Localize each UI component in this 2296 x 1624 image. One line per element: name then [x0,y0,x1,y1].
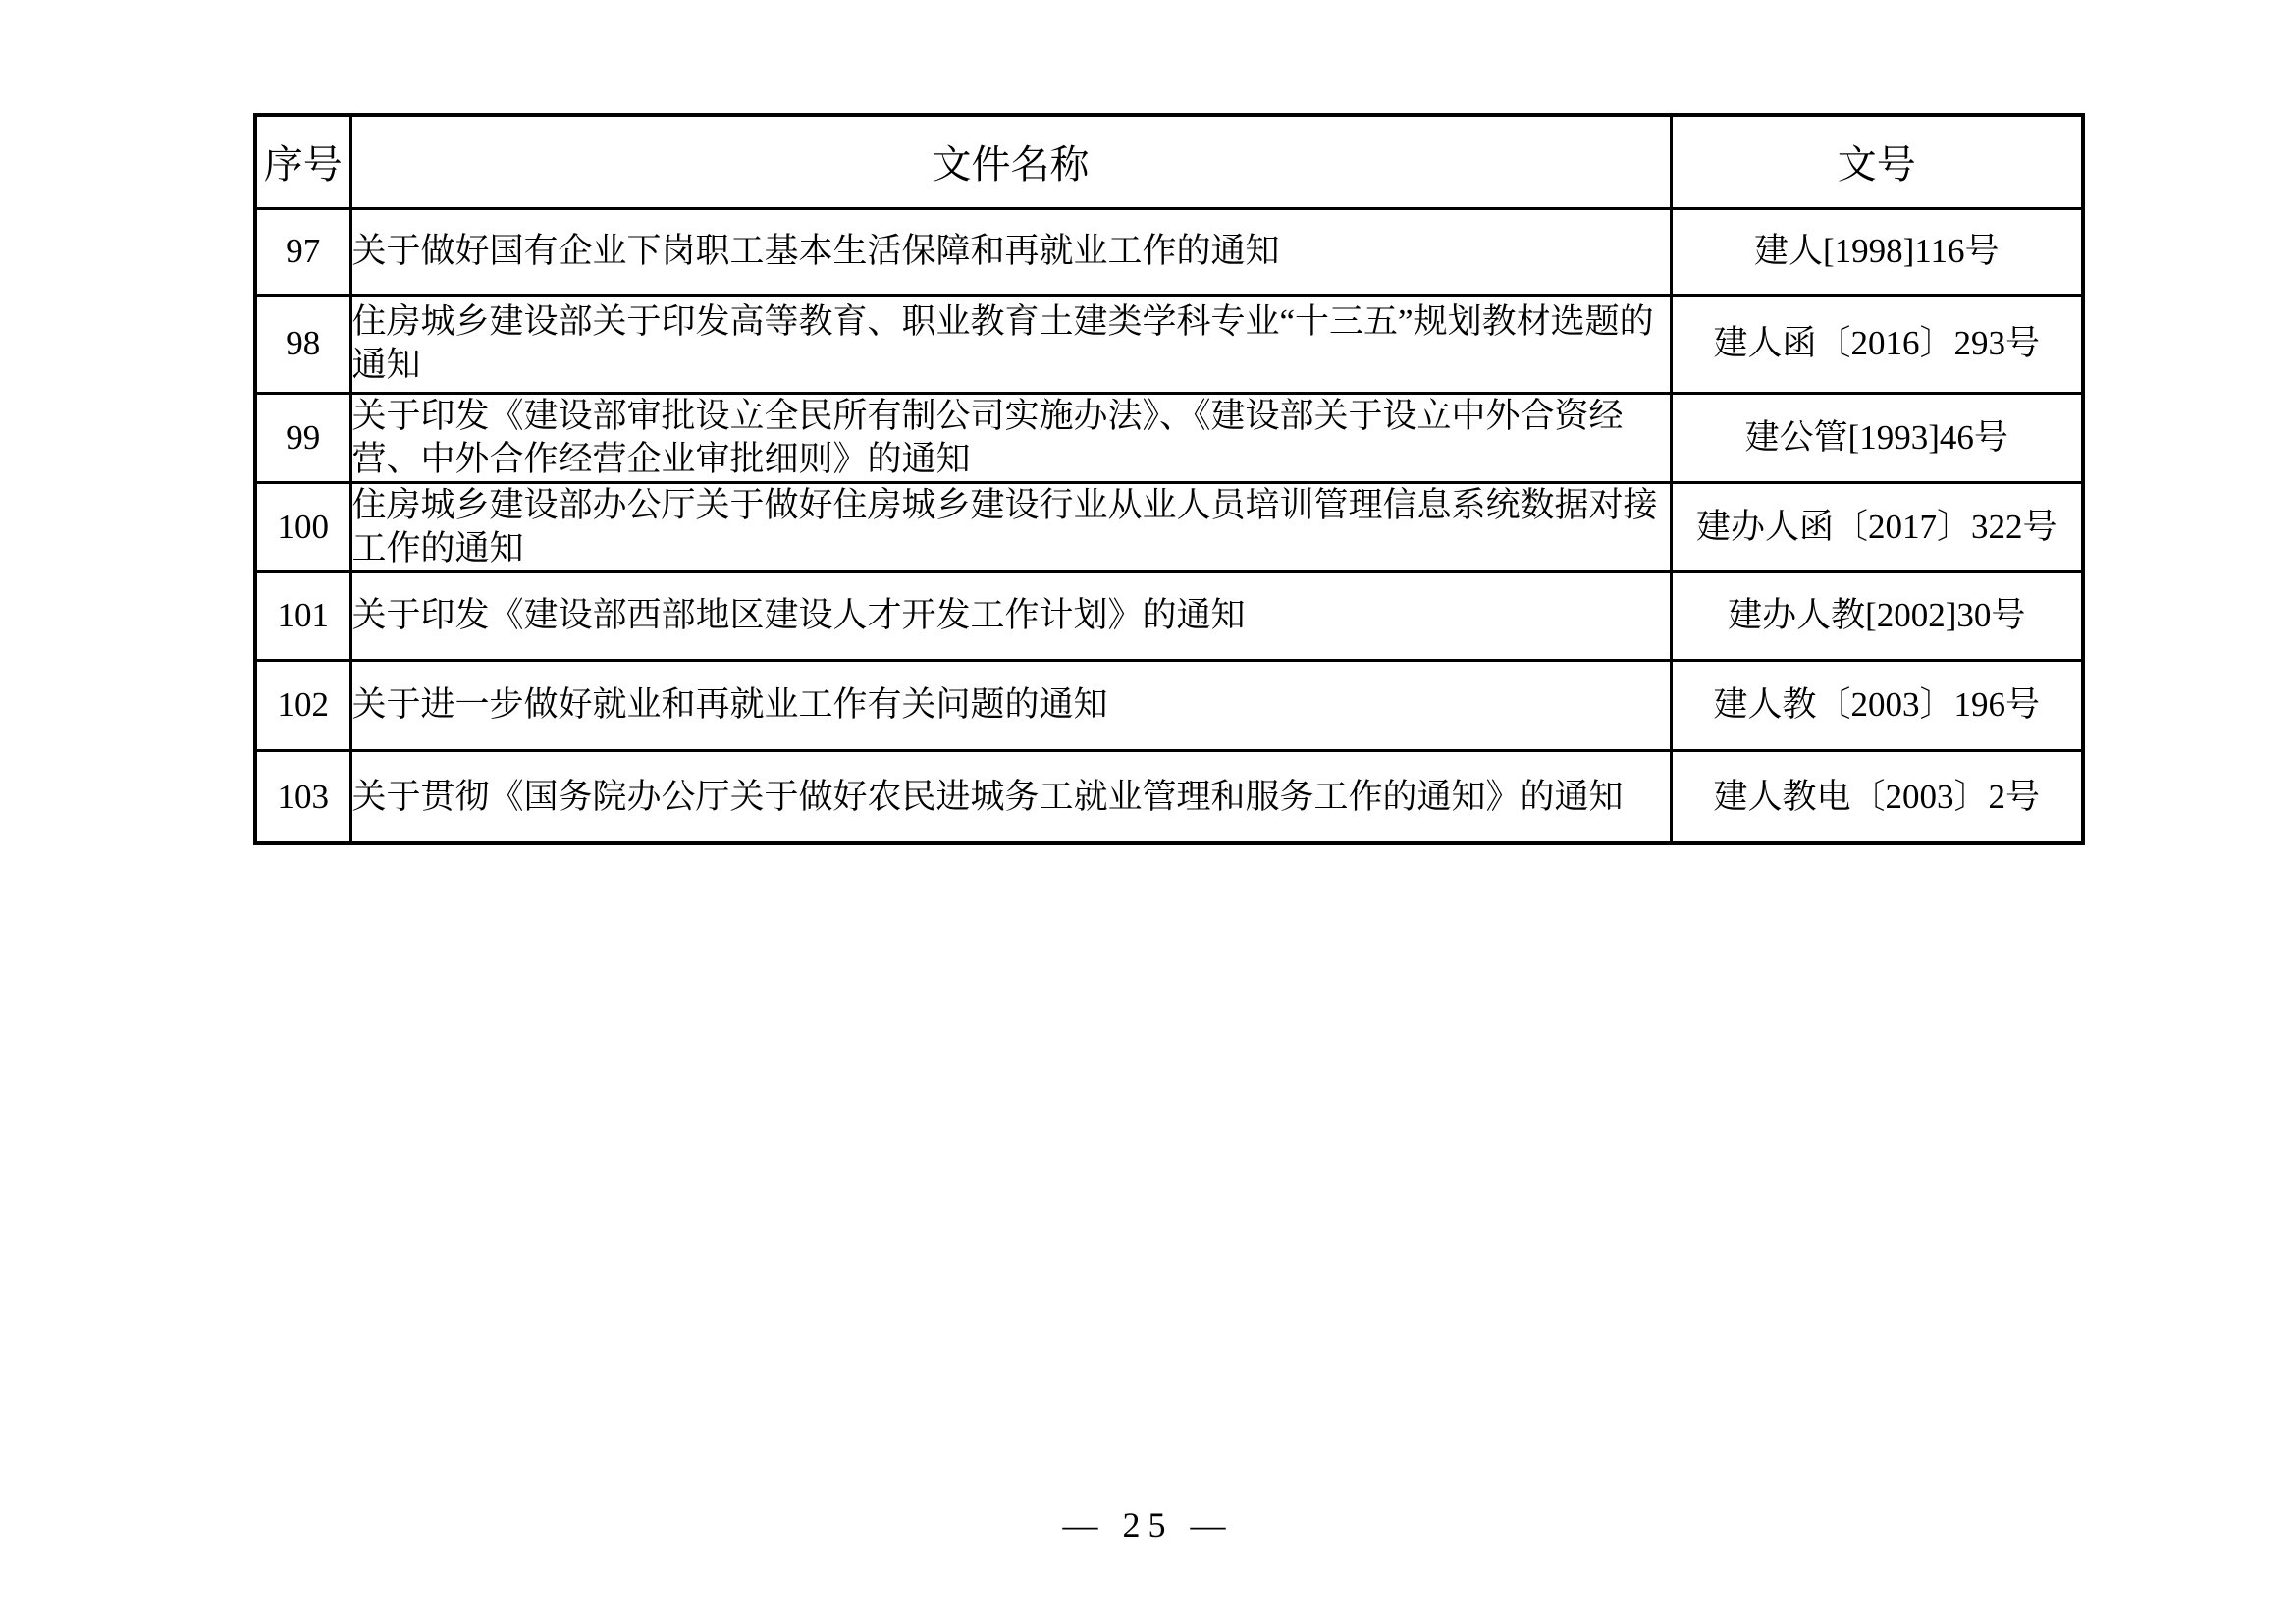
column-header-file-name: 文件名称 [350,115,1671,208]
cell-file-name: 关于做好国有企业下岗职工基本生活保障和再就业工作的通知 [350,208,1671,295]
table-row [255,750,2083,843]
table-row [255,660,2083,750]
cell-index: 101 [255,571,350,660]
cell-index: 102 [255,660,350,750]
page-number: — 25 — [1062,1505,1234,1544]
cell-file-name: 关于进一步做好就业和再就业工作有关问题的通知 [350,660,1671,750]
cell-doc-number: 建公管[1993]46号 [1671,393,2083,482]
table-row [255,393,2083,482]
cell-doc-number: 建办人函〔2017〕322号 [1671,482,2083,571]
documents-table [253,113,2085,845]
cell-file-name: 关于印发《建设部西部地区建设人才开发工作计划》的通知 [350,571,1671,660]
cell-file-name: 住房城乡建设部关于印发高等教育、职业教育土建类学科专业“十三五”规划教材选题的通知 [350,295,1671,393]
table-row [255,295,2083,393]
cell-file-name: 关于印发《建设部审批设立全民所有制公司实施办法》、《建设部关于设立中外合资经营、中外合作经营企业审批细则》的通知 [350,393,1671,482]
table-row [255,208,2083,295]
cell-index: 100 [255,482,350,571]
table-row [255,571,2083,660]
column-header-index: 序号 [255,115,350,208]
cell-index: 97 [255,208,350,295]
cell-index: 103 [255,750,350,843]
cell-file-name: 住房城乡建设部办公厅关于做好住房城乡建设行业从业人员培训管理信息系统数据对接工作的通知 [350,482,1671,571]
cell-doc-number: 建人函〔2016〕293号 [1671,295,2083,393]
cell-doc-number: 建人教电〔2003〕2号 [1671,750,2083,843]
table-header [255,115,2083,208]
cell-index: 98 [255,295,350,393]
cell-doc-number: 建办人教[2002]30号 [1671,571,2083,660]
column-header-doc-number: 文号 [1671,115,2083,208]
cell-doc-number: 建人教〔2003〕196号 [1671,660,2083,750]
table-body [255,208,2083,843]
header-row [255,115,2083,208]
cell-file-name: 关于贯彻《国务院办公厅关于做好农民进城务工就业管理和服务工作的通知》的通知 [350,750,1671,843]
cell-doc-number: 建人[1998]116号 [1671,208,2083,295]
table-row [255,482,2083,571]
cell-index: 99 [255,393,350,482]
